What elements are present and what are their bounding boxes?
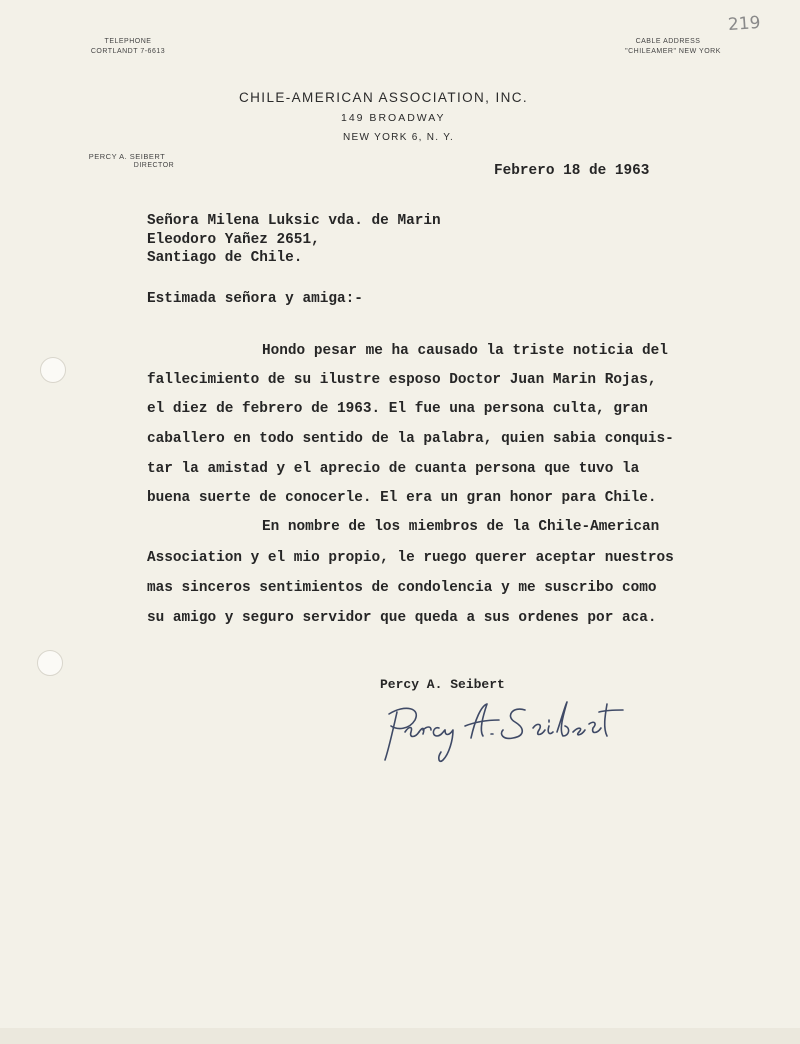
- punch-hole-lower: [37, 650, 63, 676]
- recipient-line: Señora Milena Luksic vda. de Marin: [147, 213, 441, 229]
- body-line: En nombre de los miembros de la Chile-American: [262, 519, 660, 535]
- recipient-line: Santiago de Chile.: [147, 250, 303, 266]
- telephone-number: CORTLANDT 7-6613: [90, 48, 166, 55]
- archive-page-number: 219: [727, 12, 762, 36]
- cable-address-value: "CHILEAMER" NEW YORK: [625, 48, 721, 55]
- punch-hole-upper: [40, 357, 66, 383]
- cable-address-label: CABLE ADDRESS: [635, 38, 701, 45]
- body-line: mas sinceros sentimientos de condolencia y me suscribo como: [147, 580, 657, 596]
- director-title: DIRECTOR: [133, 162, 175, 169]
- body-line: Hondo pesar me ha causado la triste noticia del: [262, 343, 668, 359]
- handwritten-signature: [375, 690, 640, 770]
- body-line: su amigo y seguro servidor que queda a sus ordenes por aca.: [147, 610, 657, 626]
- body-line: el diez de febrero de 1963. El fue una persona culta, gran: [147, 401, 648, 417]
- organization-street: 149 BROADWAY: [341, 112, 446, 124]
- organization-city: NEW YORK 6, N. Y.: [343, 132, 455, 143]
- page-bottom-edge: [0, 1028, 800, 1044]
- director-name: PERCY A. SEIBERT: [88, 152, 166, 161]
- letter-date: Febrero 18 de 1963: [494, 163, 650, 179]
- body-line: caballero en todo sentido de la palabra, quien sabia conquis-: [147, 431, 674, 447]
- telephone-label: TELEPHONE: [104, 38, 152, 45]
- body-line: Association y el mio propio, le ruego querer aceptar nuestros: [147, 550, 674, 566]
- recipient-line: Eleodoro Yañez 2651,: [147, 232, 320, 248]
- salutation: Estimada señora y amiga:-: [147, 291, 363, 307]
- body-line: buena suerte de conocerle. El era un gran honor para Chile.: [147, 490, 657, 506]
- body-line: tar la amistad y el aprecio de cuanta persona que tuvo la: [147, 461, 640, 477]
- body-line: fallecimiento de su ilustre esposo Doctor Juan Marin Rojas,: [147, 372, 657, 388]
- signer-typed-name: Percy A. Seibert: [380, 677, 505, 692]
- organization-name: CHILE-AMERICAN ASSOCIATION, INC.: [239, 90, 529, 105]
